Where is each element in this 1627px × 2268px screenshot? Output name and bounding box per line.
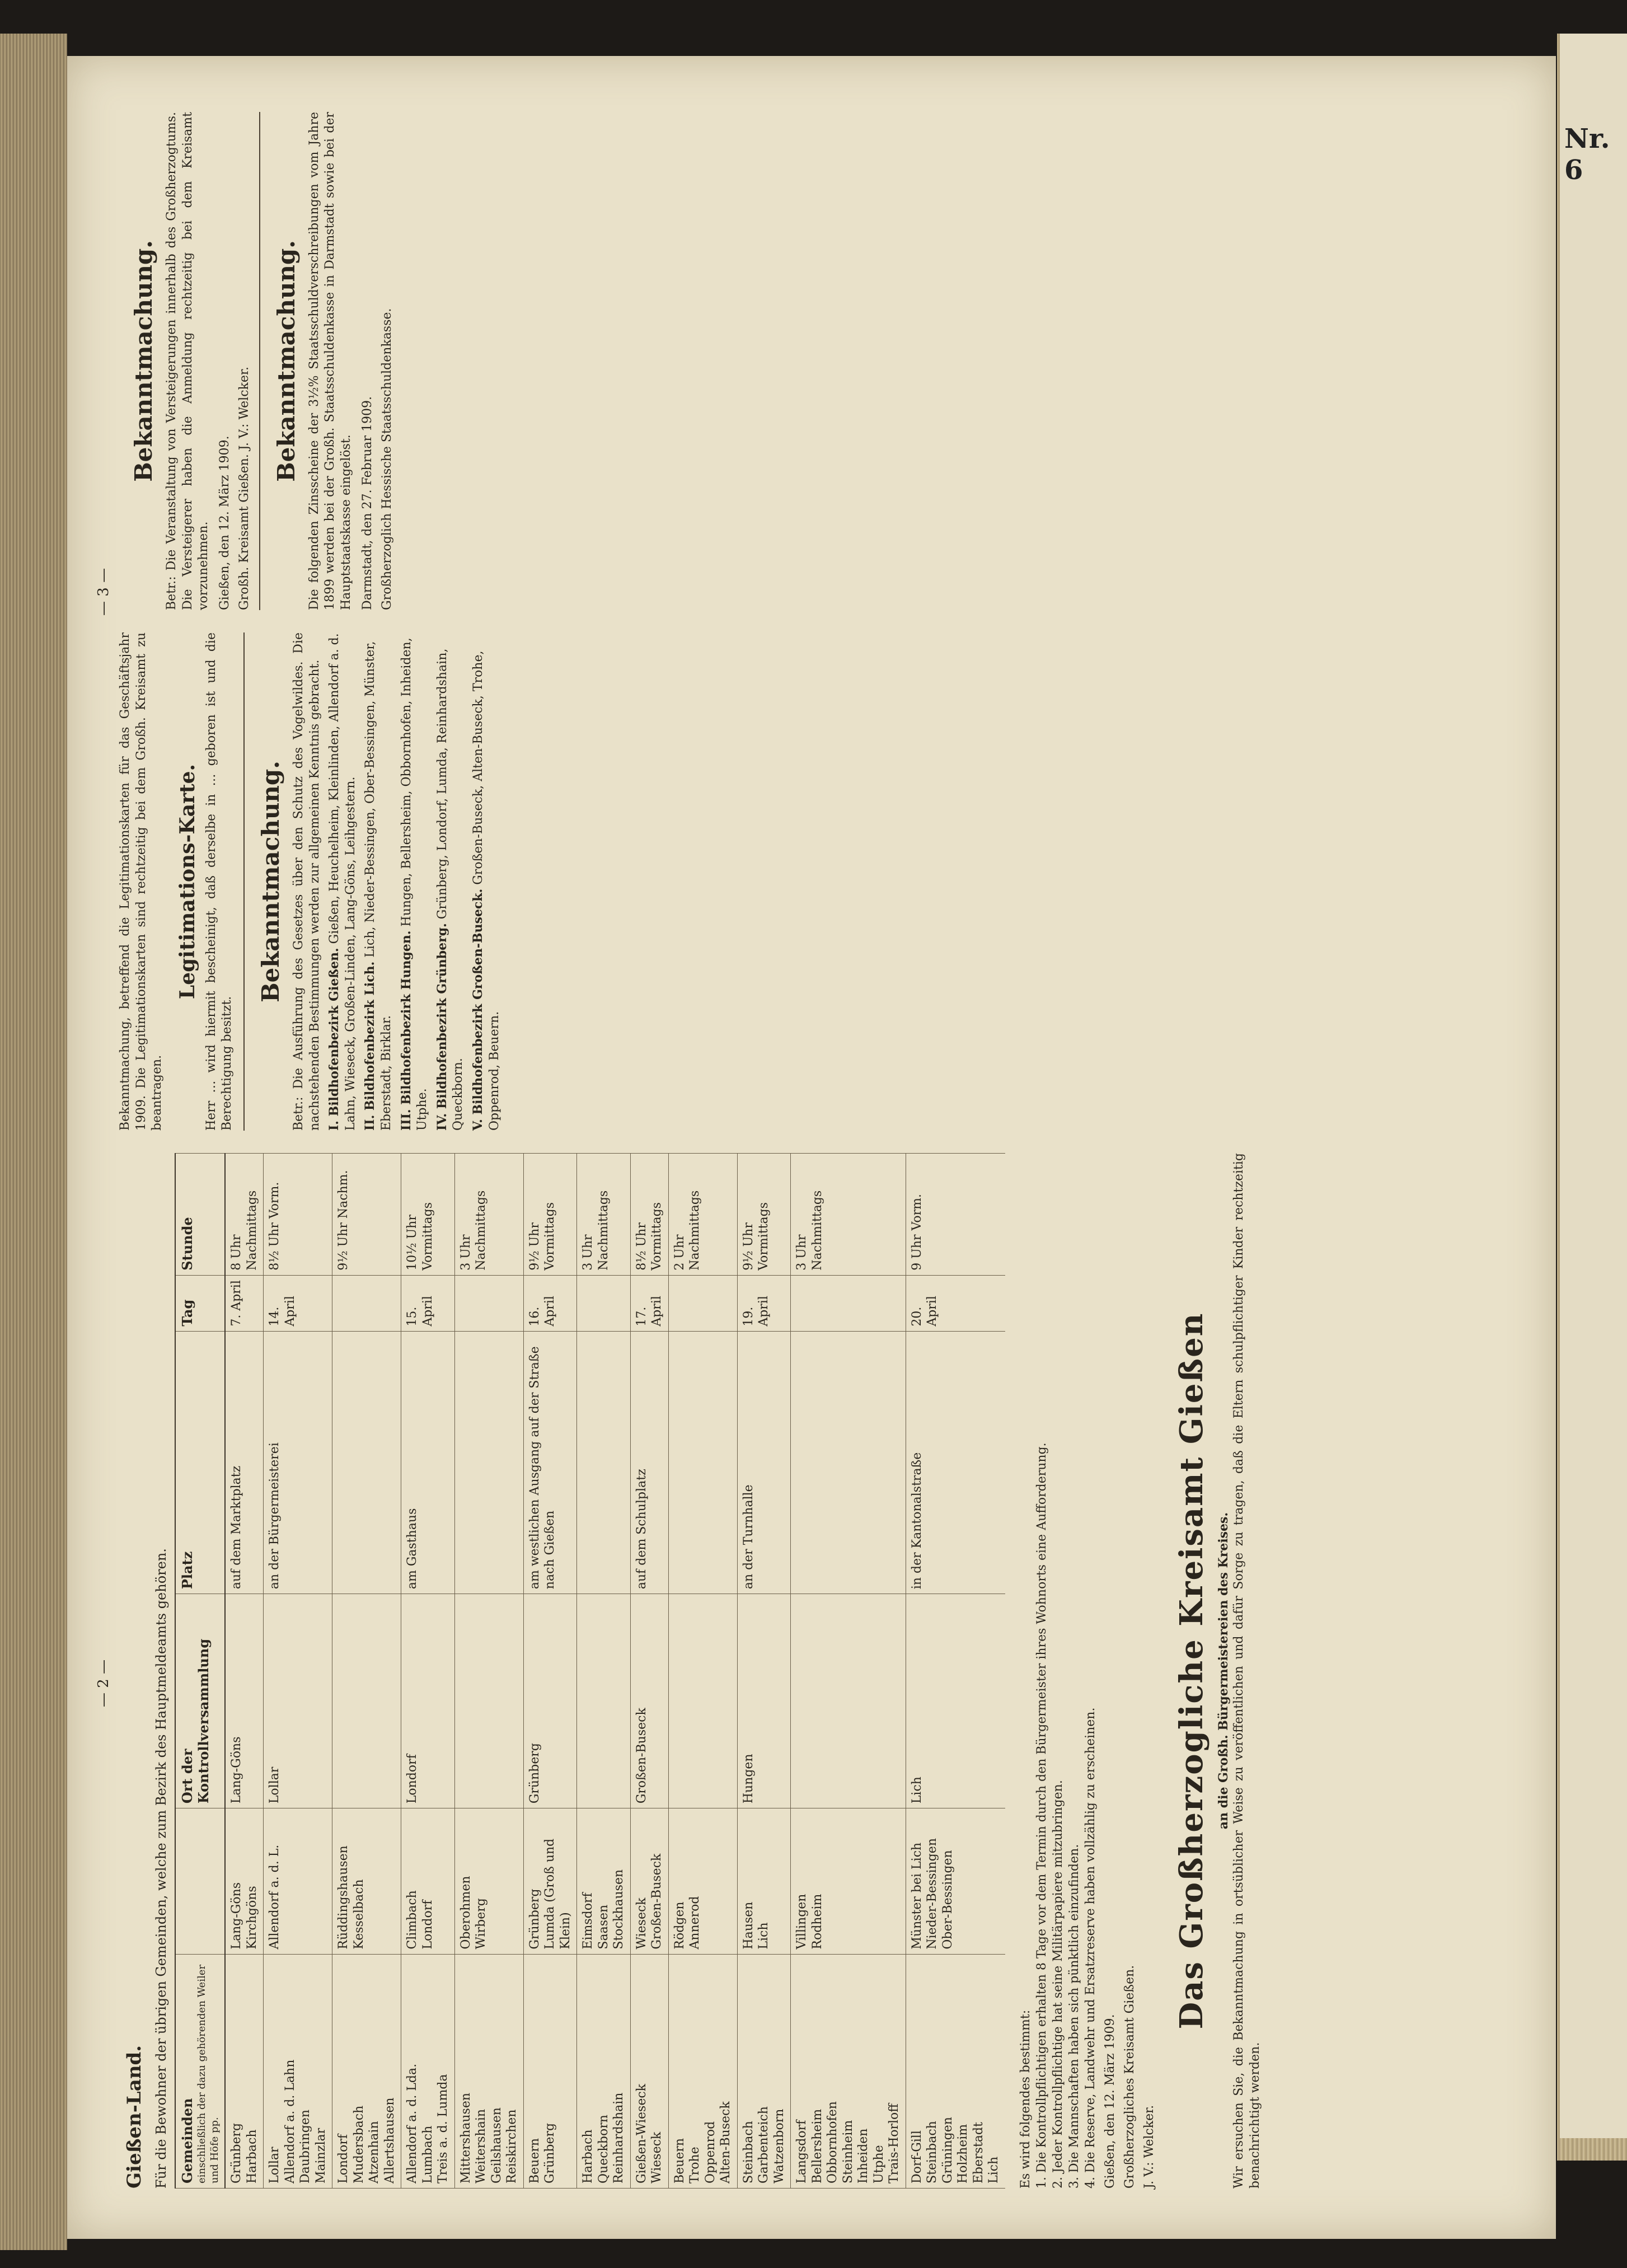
cell-gemeinden: Dorf-Gill Steinbach Grüningen Holzheim Eberstadt Lich — [906, 1954, 1005, 2188]
district-text: Hungen, Bellersheim, Obbornhofen, Inheiden, Utphe. — [399, 638, 430, 1131]
cell-platz: in der Kantonalstraße — [906, 1331, 1005, 1594]
right-columns — [118, 112, 506, 1131]
cell-ort — [332, 1594, 401, 1808]
cell-orte: Rüddingshausen Kesselbach — [332, 1808, 401, 1954]
cell-stunde: 3 Uhr Nachmittags — [577, 1154, 631, 1276]
table-row — [523, 1154, 577, 2189]
page-number-right: — 3 — — [95, 568, 112, 616]
cell-orte: Oberohmen Wirberg — [454, 1808, 523, 1954]
cell-gemeinden: Grünberg Harbach — [225, 1954, 264, 2188]
cell-orte: Grünberg Lumda (Groß und Klein) — [523, 1808, 577, 1954]
cell-orte: Rödgen Annerod — [668, 1808, 737, 1954]
district-item — [398, 632, 431, 1131]
right-column — [118, 112, 1506, 1131]
notes-office: Großherzogliches Kreisamt Gießen. — [1122, 1965, 1137, 2189]
cell-ort: Lollar — [264, 1594, 332, 1808]
section-title: Gießen-Land. — [123, 2045, 146, 2189]
cell-gemeinden: Londorf Mudersbach Atzenhain Allertshausen — [332, 1954, 401, 2188]
table-row — [791, 1154, 906, 2189]
cell-gemeinden: Steinbach Garbenteich Watzenborn — [737, 1954, 791, 2188]
district-text: Großen-Buseck, Alten-Buseck, Trohe, Oppenrod, Beuern. — [471, 650, 501, 1131]
col-stunde: Stunde — [175, 1154, 225, 1276]
note-item: 1. Die Kontrollpflichtigen erhalten 8 Tage vor dem Termin durch den Bürgermeister ihres Wohnorts eine Aufforderung. — [1034, 1442, 1049, 2189]
cell-stunde: 9½ Uhr Vormittags — [737, 1154, 791, 1276]
cell-tag — [454, 1275, 523, 1331]
divider — [259, 112, 260, 610]
cell-gemeinden: Beuern Trohe Oppenrod Alten-Buseck — [668, 1954, 737, 2188]
next-page-number: Nr. 6 — [1564, 123, 1610, 186]
place-date-3: Darmstadt, den 27. Februar 1909. — [360, 396, 374, 610]
table-row — [454, 1154, 523, 2189]
bekanntmachung-text-1: Betr.: Die Ausführung des Gesetzes über den Schutz des Vogelwildes. Die nachstehenden Bestimmungen werden zur allgemeinen Kenntnis gebracht. — [291, 632, 322, 1131]
next-page-edge — [1560, 34, 1627, 2138]
district-name: I. Bildhofenbezirk Gießen. — [327, 948, 342, 1131]
newspaper-page — [67, 56, 1556, 2239]
announcement-title: Das Großherzogliche Kreisamt Gießen — [1173, 1312, 1210, 2030]
cell-platz — [577, 1331, 631, 1594]
district-text: Gießen, Heuchelheim, Kleinlinden, Allendorf a. d. Lahn, Wieseck, Großen-Linden, Lang-Göns, Leihgestern. — [327, 633, 358, 1131]
cell-platz — [791, 1331, 906, 1594]
col-tag: Tag — [175, 1275, 225, 1331]
table-row — [577, 1154, 631, 2189]
district-name: III. Bildhofenbezirk Hungen. — [398, 930, 414, 1131]
table-row — [332, 1154, 401, 2189]
note-item: 4. Die Reserve, Landwehr und Ersatzreserve haben vollzählig zu erscheinen. — [1083, 1707, 1098, 2189]
cell-tag: 20. April — [906, 1275, 1005, 1331]
cell-orte: Münster bei Lich Nieder-Bessingen Ober-Bessingen — [906, 1808, 1005, 1954]
table-row — [401, 1154, 455, 2189]
district-list — [326, 632, 503, 1131]
cell-gemeinden: Mittershausen Weitershain Geilshausen Reiskirchen — [454, 1954, 523, 2188]
divider — [243, 632, 245, 1131]
col-ort: Ort der Kontrollversammlung — [175, 1594, 225, 1808]
district-name: IV. Bildhofenbezirk Grünberg. — [434, 923, 449, 1131]
note-item: 3. Die Mannschaften haben sich pünktlich einzufinden. — [1067, 1844, 1081, 2189]
cell-gemeinden: Langsdorf Bellersheim Obbornhofen Steinheim Inheiden Utphe Trais-Horloff — [791, 1954, 906, 2188]
legit-text: Herr … wird hiermit bescheinigt, daß derselbe in … geboren ist und die Berechtigung besitzt. — [204, 632, 235, 1131]
district-item — [470, 632, 503, 1131]
table-body — [225, 1154, 1005, 2189]
cell-orte: Lang-Göns Kirchgöns — [225, 1808, 264, 1954]
district-text: Grünberg, Londorf, Lumda, Reinhardshain, Queckborn. — [435, 648, 466, 1131]
right-subcolumn-b — [118, 112, 506, 610]
cell-stunde: 9½ Uhr Nachm. — [332, 1154, 401, 1276]
cell-ort: Grünberg — [523, 1594, 577, 1808]
table-row — [906, 1154, 1005, 2189]
district-item — [326, 632, 359, 1131]
table-row — [668, 1154, 737, 2189]
announcement-text: Wir ersuchen Sie, die Bekanntmachung in ortsüblicher Weise zu veröffentlichen und dafür Sorge zu tragen, daß die Eltern schulpflichtiger Kinder rechtzeitig benachrichtigt werden. — [1232, 1153, 1262, 2189]
cell-stunde: 8 Uhr Nachmittags — [225, 1154, 264, 1276]
cell-platz: am Gasthaus — [401, 1331, 455, 1594]
bekanntmachung-title-1: Bekanntmachung. — [256, 761, 284, 1002]
cell-tag — [668, 1275, 737, 1331]
notes-place-date: Gießen, den 12. März 1909. — [1103, 2014, 1117, 2189]
place-date-2: Gießen, den 12. März 1909. — [217, 435, 232, 610]
bekanntmachung-title-3: Bekanntmachung. — [272, 240, 300, 482]
cell-tag: 15. April — [401, 1275, 455, 1331]
office-3: Großherzoglich Hessische Staatsschuldenkasse. — [379, 308, 394, 610]
cell-gemeinden: Beuern Grünberg — [523, 1954, 577, 2188]
col-platz: Platz — [175, 1331, 225, 1594]
cell-stunde: 10½ Uhr Vormittags — [401, 1154, 455, 1276]
cell-tag: 14. April — [264, 1275, 332, 1331]
intro-text: Bekanntmachung, betreffend die Legitimationskarten für das Geschäftsjahr 1909. Die Legitimationskarten sind rechtzeitig bei dem Großh. Kreisamt zu beantragen. — [118, 632, 165, 1131]
cell-tag — [577, 1275, 631, 1331]
table-row — [737, 1154, 791, 2189]
cell-stunde: 3 Uhr Nachmittags — [454, 1154, 523, 1276]
table-row — [264, 1154, 332, 2189]
cell-gemeinden: Harbach Queckborn Reinhardshain — [577, 1954, 631, 2188]
cell-tag: 17. April — [630, 1275, 668, 1331]
right-subcolumn-a — [118, 632, 506, 1131]
cell-stunde: 9½ Uhr Vormittags — [523, 1154, 577, 1276]
cell-platz: auf dem Marktplatz — [225, 1331, 264, 1594]
bekanntmachung-text-2: Betr.: Die Veranstaltung von Versteigerungen innerhalb des Großherzogtums. Die Versteigerer haben die Anmeldung rechtzeitig bei dem Kreisamt vorzunehmen. — [165, 112, 211, 610]
notes-heading: Es wird folgendes bestimmt: — [1018, 2009, 1033, 2189]
cell-orte: Allendorf a. d. L. — [264, 1808, 332, 1954]
cell-tag: 7. April — [225, 1275, 264, 1331]
cell-ort — [668, 1594, 737, 1808]
cell-orte: Eimsdorf Saasen Stockhausen — [577, 1808, 631, 1954]
rotated-content — [95, 84, 1528, 2211]
district-name: V. Bildhofenbezirk Großen-Buseck. — [470, 888, 485, 1131]
cell-platz: an der Turnhalle — [737, 1331, 791, 1594]
book-edge-left — [0, 34, 67, 2250]
table-row — [225, 1154, 264, 2189]
announcement-subtitle: an die Großh. Bürgermeistereien des Kreises. — [1216, 1512, 1231, 1830]
cell-gemeinden: Lollar Allendorf a. d. Lahn Daubringen Mainzlar — [264, 1954, 332, 2188]
cell-stunde: 8½ Uhr Vormittags — [630, 1154, 668, 1276]
col-orte — [175, 1808, 225, 1954]
cell-tag — [332, 1275, 401, 1331]
note-item: 2. Jeder Kontrollpflichtige hat seine Militärpapiere mitzubringen. — [1051, 1780, 1065, 2189]
office-2: Großh. Kreisamt Gießen. J. V.: Welcker. — [237, 367, 251, 610]
cell-stunde: 8½ Uhr Vorm. — [264, 1154, 332, 1276]
cell-ort — [454, 1594, 523, 1808]
col-gemeinden: Gemeinden einschließlich der dazu gehörenden Weiler und Höfe pp. — [175, 1954, 225, 2188]
bekanntmachung-title-2: Bekanntmachung. — [130, 240, 157, 482]
page-number-left: — 2 — — [95, 1659, 112, 1707]
section-intro: Für die Bewohner der übrigen Gemeinden, welche zum Bezirk des Hauptmeldeamts gehören. — [153, 1548, 169, 2189]
cell-orte: Climbach Londorf — [401, 1808, 455, 1954]
cell-ort: Großen-Buseck — [630, 1594, 668, 1808]
cell-orte: Villingen Rodheim — [791, 1808, 906, 1954]
cell-stunde: 9 Uhr Vorm. — [906, 1154, 1005, 1276]
cell-ort — [577, 1594, 631, 1808]
cell-tag — [791, 1275, 906, 1331]
cell-platz — [454, 1331, 523, 1594]
cell-ort: Lich — [906, 1594, 1005, 1808]
left-column — [118, 1153, 1506, 2189]
cell-platz: auf dem Schulplatz — [630, 1331, 668, 1594]
district-item — [362, 632, 395, 1131]
bekanntmachung-text-3: Die folgenden Zinsscheine der 3½% Staatsschuldverschreibungen vom Jahre 1899 werden bei der Großh. Staatsschuldenkasse in Darmstadt sowie bei der Hauptstaatskasse eingelöst. — [307, 112, 353, 610]
table-row — [630, 1154, 668, 2189]
cell-stunde: 3 Uhr Nachmittags — [791, 1154, 906, 1276]
control-assembly-table — [175, 1153, 1005, 2189]
district-text: Lich, Nieder-Bessingen, Ober-Bessingen, Münster, Eberstadt, Birklar. — [363, 641, 393, 1131]
cell-platz: am westlichen Ausgang auf der Straße nach Gießen — [523, 1331, 577, 1594]
cell-orte: Hausen Lich — [737, 1808, 791, 1954]
cell-stunde: 2 Uhr Nachmittags — [668, 1154, 737, 1276]
cell-ort: Lang-Göns — [225, 1594, 264, 1808]
district-item — [434, 632, 467, 1131]
cell-platz — [332, 1331, 401, 1594]
cell-tag: 16. April — [523, 1275, 577, 1331]
cell-ort — [791, 1594, 906, 1808]
cell-platz: an der Bürgermeisterei — [264, 1331, 332, 1594]
legit-title: Legitimations-Karte. — [175, 763, 199, 1000]
district-name: II. Bildhofenbezirk Lich. — [363, 961, 378, 1131]
cell-orte: Wieseck Großen-Buseck — [630, 1808, 668, 1954]
cell-ort: Hungen — [737, 1594, 791, 1808]
cell-gemeinden: Gießen-Wieseck Wieseck — [630, 1954, 668, 2188]
notes-signature: J. V.: Welcker. — [1142, 2105, 1156, 2189]
notes-block — [1019, 1153, 1156, 2189]
cell-platz — [668, 1331, 737, 1594]
cell-tag: 19. April — [737, 1275, 791, 1331]
cell-ort: Londorf — [401, 1594, 455, 1808]
cell-gemeinden: Allendorf a. d. Lda. Lumbach Treis a. d. Lumda — [401, 1954, 455, 2188]
